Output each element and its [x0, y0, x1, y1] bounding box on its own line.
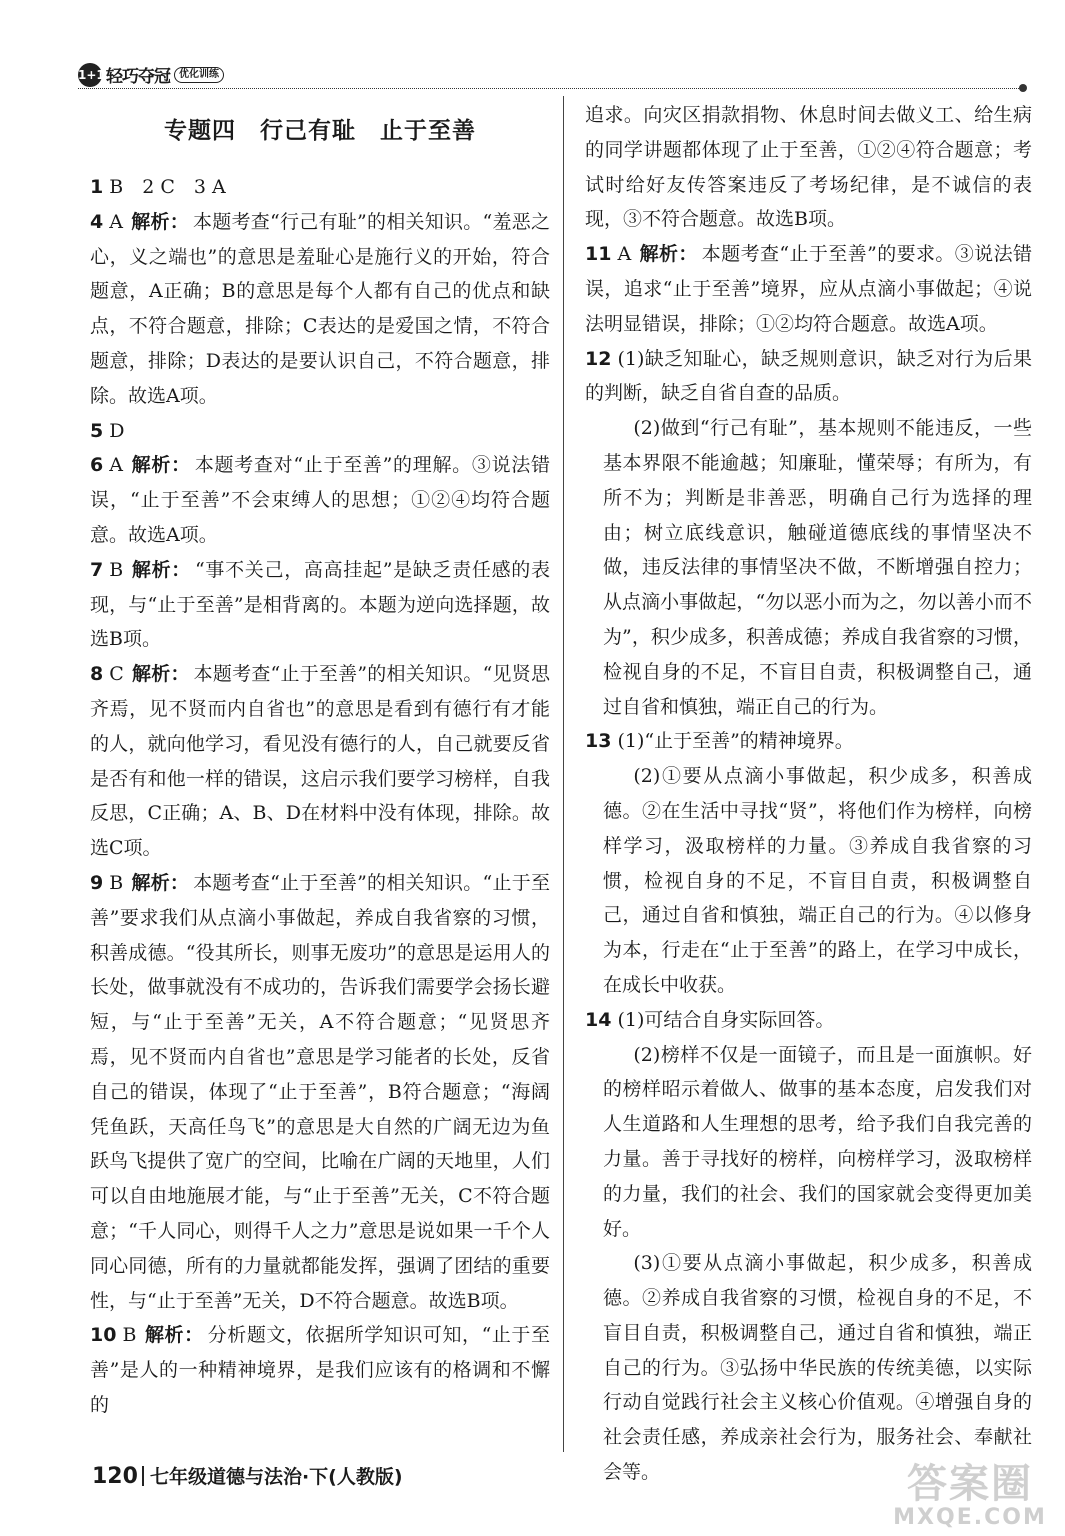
analysis-text: 追求。向灾区捐款捐物、休息时间去做义工、给生病的同学讲题都体现了止于至善，①②④符合题意；考试时给好友传答案违反了考场纪律，是不诚信的表现，③不符合题意。故选B项。: [585, 104, 1032, 231]
sub-answer-3: (3)①要从点滴小事做起，积少成多，积善成德。②养成自我省察的习惯，检视自身的不足，不盲目自责，积极调整自己，通过自省和慎独，端正自己的行为。③弘扬中华民族的传统美德，以实际行动自觉践行社会主义核心价值观。④增强自身的社会责任感，养成亲社会行为，服务社会、奉献社会等。: [603, 1252, 1032, 1484]
book-title: 七年级道德与法治·下(人教版): [149, 1466, 403, 1488]
answer-item-5: [90, 414, 550, 449]
analysis-label: 解析：: [131, 558, 191, 581]
item-answer: A: [109, 210, 123, 233]
analysis-label: 解析：: [639, 243, 698, 266]
answer-item-6: [90, 448, 550, 552]
answer-item-1-3: [90, 170, 550, 205]
item-number: 12: [585, 347, 612, 370]
footer-separator: [142, 1466, 144, 1486]
analysis-label: 解析：: [131, 663, 190, 686]
column-divider: [563, 96, 564, 1452]
answer-item-13: [585, 724, 1032, 759]
answer-item-11: [585, 237, 1032, 341]
brand-logo-subtitle: 优化训练: [174, 67, 224, 83]
analysis-text: 本题考查“止于至善”的要求。③说法错误，追求“止于至善”境界，应从点滴小事做起；④说法明显错误，排除；①②均符合题意。故选A项。: [585, 243, 1032, 335]
sub-answer-1: (1)“止于至善”的精神境界。: [617, 730, 854, 753]
item-number: 1: [90, 176, 104, 198]
brand-logo-mark: 1+1: [78, 63, 102, 87]
sub-answer-1: (1)缺乏知耻心，缺乏规则意识，缺乏对行为后果的判断，缺乏自省自查的品质。: [585, 347, 1032, 405]
item-number: 7: [90, 558, 104, 581]
item-answer: A: [617, 243, 632, 266]
answer-item-8: [90, 657, 550, 866]
item-answer: B: [109, 871, 124, 894]
item-number: 8: [90, 663, 104, 686]
header-rule-end-dot: [1019, 84, 1027, 92]
left-column: [90, 170, 550, 1423]
item-answer: C: [109, 663, 124, 686]
item-number: 11: [585, 243, 612, 266]
analysis-label: 解析：: [144, 1324, 204, 1347]
analysis-text: 本题考查“止于至善”的相关知识。“见贤思齐焉，见不贤而内自省也”的意思是看到有德行有才能的人，就向他学习，看见没有德行的人，自己就要反省是否有和他一样的错误，这启示我们要学习榜样，自我反思，C正确；A、B、D在材料中没有体现，排除。故选C项。: [90, 663, 550, 860]
sub-answer-2: (2)做到“行己有耻”，基本规则不能违反，一些基本界限不能逾越；知廉耻，懂荣辱；有所为，有所不为；判断是非善恶，明确自己行为选择的理由；树立底线意识，触碰道德底线的事情坚决不做，违反法律的事情坚决不做，不断增强自控力；从点滴小事做起，“勿以恶小而为之，勿以善小而不为”，积少成多，积善成德；养成自我省察的习惯，检视自身的不足，不盲目自责，积极调整自己，通过自省和慎独，端正自己的行为。: [603, 417, 1032, 718]
answer-item-4: [90, 205, 550, 414]
item-answer: A: [109, 454, 123, 477]
answer-item-14: [585, 1003, 1032, 1038]
item-number: 4: [90, 210, 104, 233]
header-rule: [78, 88, 1023, 89]
watermark-url-text: MXQE.COM: [893, 1505, 1047, 1530]
right-column: [585, 98, 1032, 1490]
item-answer: B: [122, 1324, 137, 1347]
sub-answer-1: (1)可结合自身实际回答。: [617, 1008, 835, 1031]
item-number: 14: [585, 1008, 612, 1031]
analysis-label: 解析：: [130, 210, 189, 233]
item-answer: D: [109, 419, 125, 442]
item-number: 10: [90, 1324, 117, 1347]
item-number: 6: [90, 454, 104, 477]
analysis-label: 解析：: [130, 454, 191, 477]
analysis-text: 分析题文，依据所学知识可知，“止于至善”是人的一种精神境界，是我们应该有的格调和不懈的: [90, 1324, 550, 1416]
answer-item-10-continued: [585, 98, 1032, 237]
item-number: 5: [90, 419, 104, 442]
analysis-text: 本题考查“行己有耻”的相关知识。“羞恶之心，义之端也”的意思是羞耻心是施行义的开始，符合题意，A正确；B的意思是每个人都有自己的优点和缺点，不符合题意，排除；C表达的是爱国之情，不符合题意，排除；D表达的是要认识自己，不符合题意，排除。故选A项。: [90, 210, 550, 407]
analysis-label: 解析：: [131, 871, 190, 894]
item-answer: B: [109, 558, 124, 581]
item-number: 13: [585, 730, 612, 753]
item-number: 9: [90, 871, 104, 894]
brand-logo-text: 轻巧夺冠: [106, 67, 170, 87]
answer-item-10: [90, 1318, 550, 1422]
page-header: [78, 62, 1023, 96]
analysis-text: 本题考查对“止于至善”的理解。③说法错误，“止于至善”不会束缚人的思想；①②④均符合题意。故选A项。: [90, 454, 550, 546]
answer-item-7: [90, 553, 550, 657]
analysis-text: 本题考查“止于至善”的相关知识。“止于至善”要求我们从点滴小事做起，养成自我省察的习惯，积善成德。“役其所长，则事无废功”的意思是运用人的长处，做事就没有不成功的，告诉我们需要学会扬长避短，与“止于至善”无关，A不符合题意；“见贤思齐焉，见不贤而内自省也”意思是学习能者的长处，反省自己的错误，体现了“止于至善”，B符合题意；“海阔凭鱼跃，天高任鸟飞”的意思是大自然的广阔无边为鱼跃鸟飞提供了宽广的空间，比喻在广阔的天地里，人们可以自由地施展才能，与“止于至善”无关，C不符合题意；“千人同心，则得千人之力”意思是说如果一千个人同心同德，所有的力量就都能发挥，强调了团结的重要性，与“止于至善”无关，D不符合题意。故选B项。: [90, 871, 550, 1312]
sub-answer-2: (2)①要从点滴小事做起，积少成多，积善成德。②在生活中寻找“贤”，将他们作为榜样，向榜样学习，汲取榜样的力量。③养成自我省察的习惯，检视自身的不足，不盲目自责，积极调整自己，通过自省和慎独，端正自己的行为。④以修身为本，行走在“止于至善”的路上，在学习中成长，在成长中收获。: [603, 765, 1032, 996]
answer-item-9: [90, 866, 550, 1318]
page-number: 120: [92, 1464, 138, 1489]
answer-item-12: [585, 342, 1032, 412]
item-answer: B 2 C 3 A: [109, 176, 226, 198]
section-title: 专题四 行己有耻 止于至善: [164, 118, 476, 144]
watermark-main-text: 答案圈: [907, 1461, 1033, 1507]
sub-answer-2: (2)榜样不仅是一面镜子，而且是一面旗帜。好的榜样昭示着做人、做事的基本态度，启发我们对人生道路和人生理想的思考，给予我们自我完善的力量。善于寻找好的榜样，向榜样学习，汲取榜样的力量，我们的社会、我们的国家就会变得更加美好。: [603, 1043, 1032, 1240]
watermark-logo: [890, 1462, 1050, 1532]
brand-logo: [78, 62, 224, 87]
page-footer: [92, 1462, 403, 1489]
analysis-text: “事不关己，高高挂起”是缺乏责任感的表现，与“止于至善”是相背离的。本题为逆向选择题，故选B项。: [90, 558, 550, 651]
